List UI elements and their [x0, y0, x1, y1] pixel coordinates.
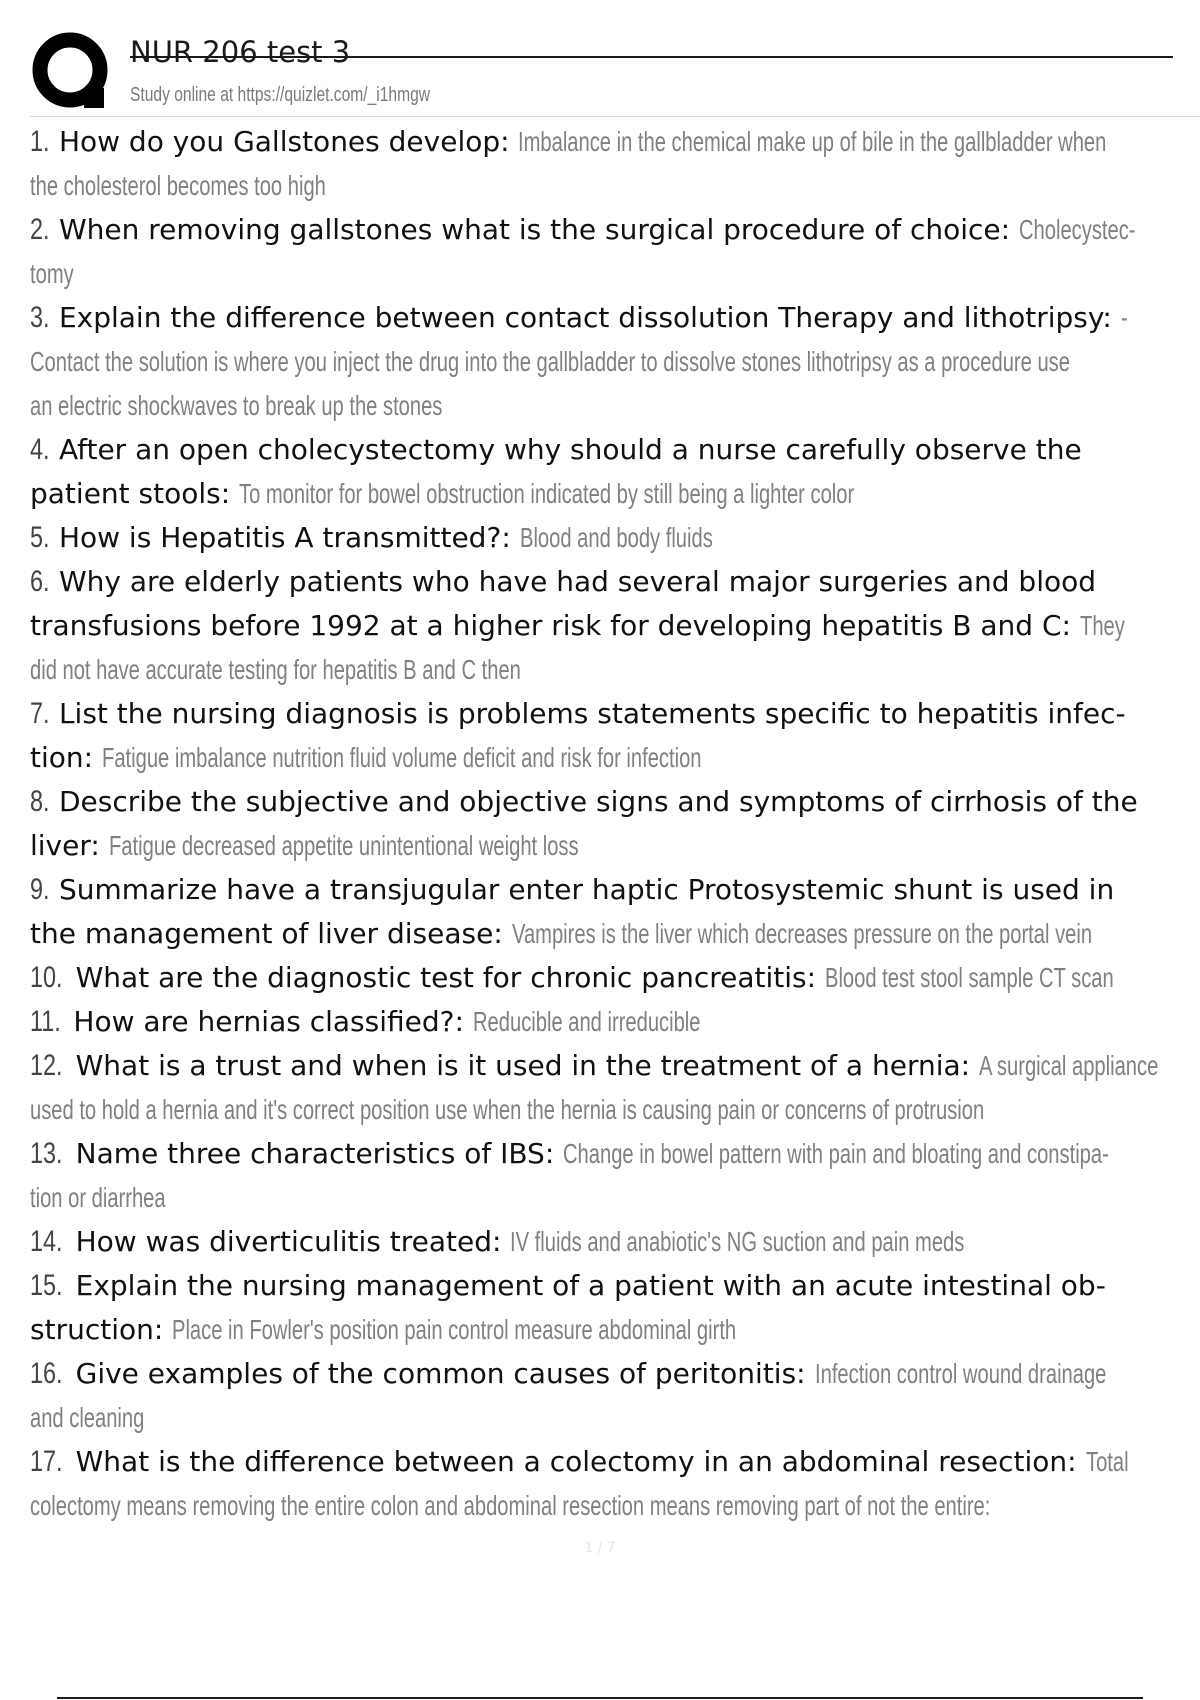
question-item: [30, 1000, 1200, 1044]
question-text: How are hernias classified?:: [73, 1005, 464, 1038]
question-item: [30, 296, 1200, 428]
question-text: struction:: [30, 1313, 164, 1346]
question-line: [30, 912, 1200, 956]
answer-text: Place in Fowler's position pain control measure abdominal girth: [172, 1314, 737, 1345]
answer-text: and cleaning: [30, 1402, 145, 1433]
question-line: [30, 824, 1200, 868]
question-number: 5.: [30, 521, 50, 554]
question-line: [30, 560, 1200, 604]
question-text: the management of liver disease:: [30, 917, 503, 950]
answer-text: Vampires is the liver which decreases pressure on the portal vein: [511, 918, 1092, 949]
question-line: [30, 868, 1200, 912]
answer-text: Total: [1085, 1446, 1129, 1477]
question-line: [30, 1484, 1200, 1528]
question-line: [30, 1440, 1200, 1484]
question-text: How is Hepatitis A transmitted?:: [58, 521, 511, 554]
document-title: NUR 206 test 3: [130, 35, 351, 69]
question-line: [30, 1220, 1200, 1264]
question-line: [30, 736, 1200, 780]
question-number: 13.: [30, 1137, 63, 1170]
answer-text: Infection control wound drainage: [814, 1358, 1106, 1389]
answer-text: the cholesterol becomes too high: [30, 170, 326, 201]
question-text: Explain the difference between contact dissolution Therapy and lithotripsy:: [58, 301, 1112, 334]
question-number: 2.: [30, 213, 50, 246]
question-text: What is the difference between a colectomy in an abdominal resection:: [75, 1445, 1077, 1478]
question-line: [30, 1132, 1200, 1176]
question-item: [30, 1132, 1200, 1220]
question-number: 17.: [30, 1445, 63, 1478]
document-header: [30, 28, 1200, 114]
question-number: 9.: [30, 873, 50, 906]
answer-text: tomy: [30, 258, 74, 289]
answer-text: Contact the solution is where you inject the drug into the gallbladder to dissolve stones lithotripsy as a procedure use: [30, 346, 1070, 377]
question-item: [30, 780, 1200, 868]
answer-text: Blood and body fluids: [519, 522, 713, 553]
question-item: [30, 560, 1200, 692]
answer-text: Change in bowel pattern with pain and bloating and constipa-: [563, 1138, 1109, 1169]
question-line: [30, 1088, 1200, 1132]
answer-text: Blood test stool sample CT scan: [825, 962, 1114, 993]
question-number: 15.: [30, 1269, 63, 1302]
question-line: [30, 340, 1200, 384]
question-text: Name three characteristics of IBS:: [75, 1137, 555, 1170]
answer-text: colectomy means removing the entire colon and abdominal resection means removing part of not the entire:: [30, 1490, 991, 1521]
question-text: How do you Gallstones develop:: [58, 125, 510, 158]
question-text: After an open cholecystectomy why should a nurse carefully observe the: [58, 433, 1082, 466]
quizlet-logo-icon: [30, 32, 142, 114]
question-line: [30, 1396, 1200, 1440]
answer-text: -: [1120, 302, 1128, 333]
question-text: liver:: [30, 829, 100, 862]
question-item: [30, 1044, 1200, 1132]
question-text: tion:: [30, 741, 94, 774]
answer-text: tion or diarrhea: [30, 1182, 166, 1213]
question-number: 11.: [30, 1005, 61, 1038]
answer-text: Fatigue imbalance nutrition fluid volume deficit and risk for infection: [101, 742, 702, 773]
answer-text: an electric shockwaves to break up the stones: [30, 390, 443, 421]
question-text: Give examples of the common causes of peritonitis:: [75, 1357, 806, 1390]
answer-text: A surgical appliance: [979, 1050, 1159, 1081]
question-item: [30, 1264, 1200, 1352]
question-line: [30, 780, 1200, 824]
question-line: [30, 956, 1200, 1000]
study-online-link[interactable]: Study online at https://quizlet.com/_i1hmgw: [130, 84, 431, 106]
question-line: [30, 252, 1200, 296]
footer-divider: [57, 1697, 1143, 1699]
question-number: 4.: [30, 433, 50, 466]
question-number: 3.: [30, 301, 50, 334]
question-text: What are the diagnostic test for chronic pancreatitis:: [75, 961, 817, 994]
question-line: [30, 472, 1200, 516]
question-item: [30, 120, 1200, 208]
question-line: [30, 516, 1200, 560]
question-item: [30, 692, 1200, 780]
question-text: transfusions before 1992 at a higher risk for developing hepatitis B and C:: [30, 609, 1071, 642]
answer-text: did not have accurate testing for hepatitis B and C then: [30, 654, 521, 685]
question-line: [30, 296, 1200, 340]
question-answer-list: [30, 120, 1200, 1528]
question-number: 12.: [30, 1049, 63, 1082]
question-line: [30, 120, 1200, 164]
question-text: Summarize have a transjugular enter haptic Protosystemic shunt is used in: [58, 873, 1115, 906]
question-text: patient stools:: [30, 477, 231, 510]
answer-text: IV fluids and anabiotic's NG suction and pain meds: [510, 1226, 965, 1257]
answer-text: used to hold a hernia and it's correct position use when the hernia is causing pain or concerns of protrusion: [30, 1094, 985, 1125]
question-line: [30, 164, 1200, 208]
answer-text: Fatigue decreased appetite unintentional weight loss: [108, 830, 579, 861]
answer-text: They: [1079, 610, 1125, 641]
question-item: [30, 428, 1200, 516]
question-text: When removing gallstones what is the surgical procedure of choice:: [58, 213, 1011, 246]
question-number: 7.: [30, 697, 50, 730]
question-text: Describe the subjective and objective signs and symptoms of cirrhosis of the: [58, 785, 1138, 818]
question-line: [30, 1352, 1200, 1396]
question-text: Explain the nursing management of a patient with an acute intestinal ob-: [75, 1269, 1106, 1302]
question-item: [30, 956, 1200, 1000]
question-line: [30, 692, 1200, 736]
question-item: [30, 1220, 1200, 1264]
question-number: 14.: [30, 1225, 63, 1258]
question-line: [30, 604, 1200, 648]
answer-text: Reducible and irreducible: [472, 1006, 701, 1037]
question-number: 1.: [30, 125, 50, 158]
question-line: [30, 384, 1200, 428]
question-item: [30, 1440, 1200, 1528]
question-line: [30, 1308, 1200, 1352]
question-item: [30, 208, 1200, 296]
question-line: [30, 1000, 1200, 1044]
question-item: [30, 1352, 1200, 1440]
question-line: [30, 648, 1200, 692]
question-text: What is a trust and when is it used in the treatment of a hernia:: [75, 1049, 971, 1082]
header-divider: [30, 116, 1200, 117]
question-number: 16.: [30, 1357, 63, 1390]
question-text: How was diverticulitis treated:: [75, 1225, 502, 1258]
question-number: 10.: [30, 961, 63, 994]
question-line: [30, 1044, 1200, 1088]
question-line: [30, 208, 1200, 252]
answer-text: To monitor for bowel obstruction indicated by still being a lighter color: [239, 478, 855, 509]
question-item: [30, 516, 1200, 560]
question-line: [30, 1176, 1200, 1220]
question-line: [30, 428, 1200, 472]
page-number: 1 / 7: [584, 1540, 616, 1556]
question-line: [30, 1264, 1200, 1308]
question-text: Why are elderly patients who have had several major surgeries and blood: [58, 565, 1097, 598]
answer-text: Imbalance in the chemical make up of bile in the gallbladder when: [518, 126, 1107, 157]
question-number: 6.: [30, 565, 50, 598]
answer-text: Cholecystec-: [1019, 214, 1136, 245]
question-text: List the nursing diagnosis is problems statements specific to hepatitis infec-: [58, 697, 1126, 730]
question-item: [30, 868, 1200, 956]
question-number: 8.: [30, 785, 50, 818]
